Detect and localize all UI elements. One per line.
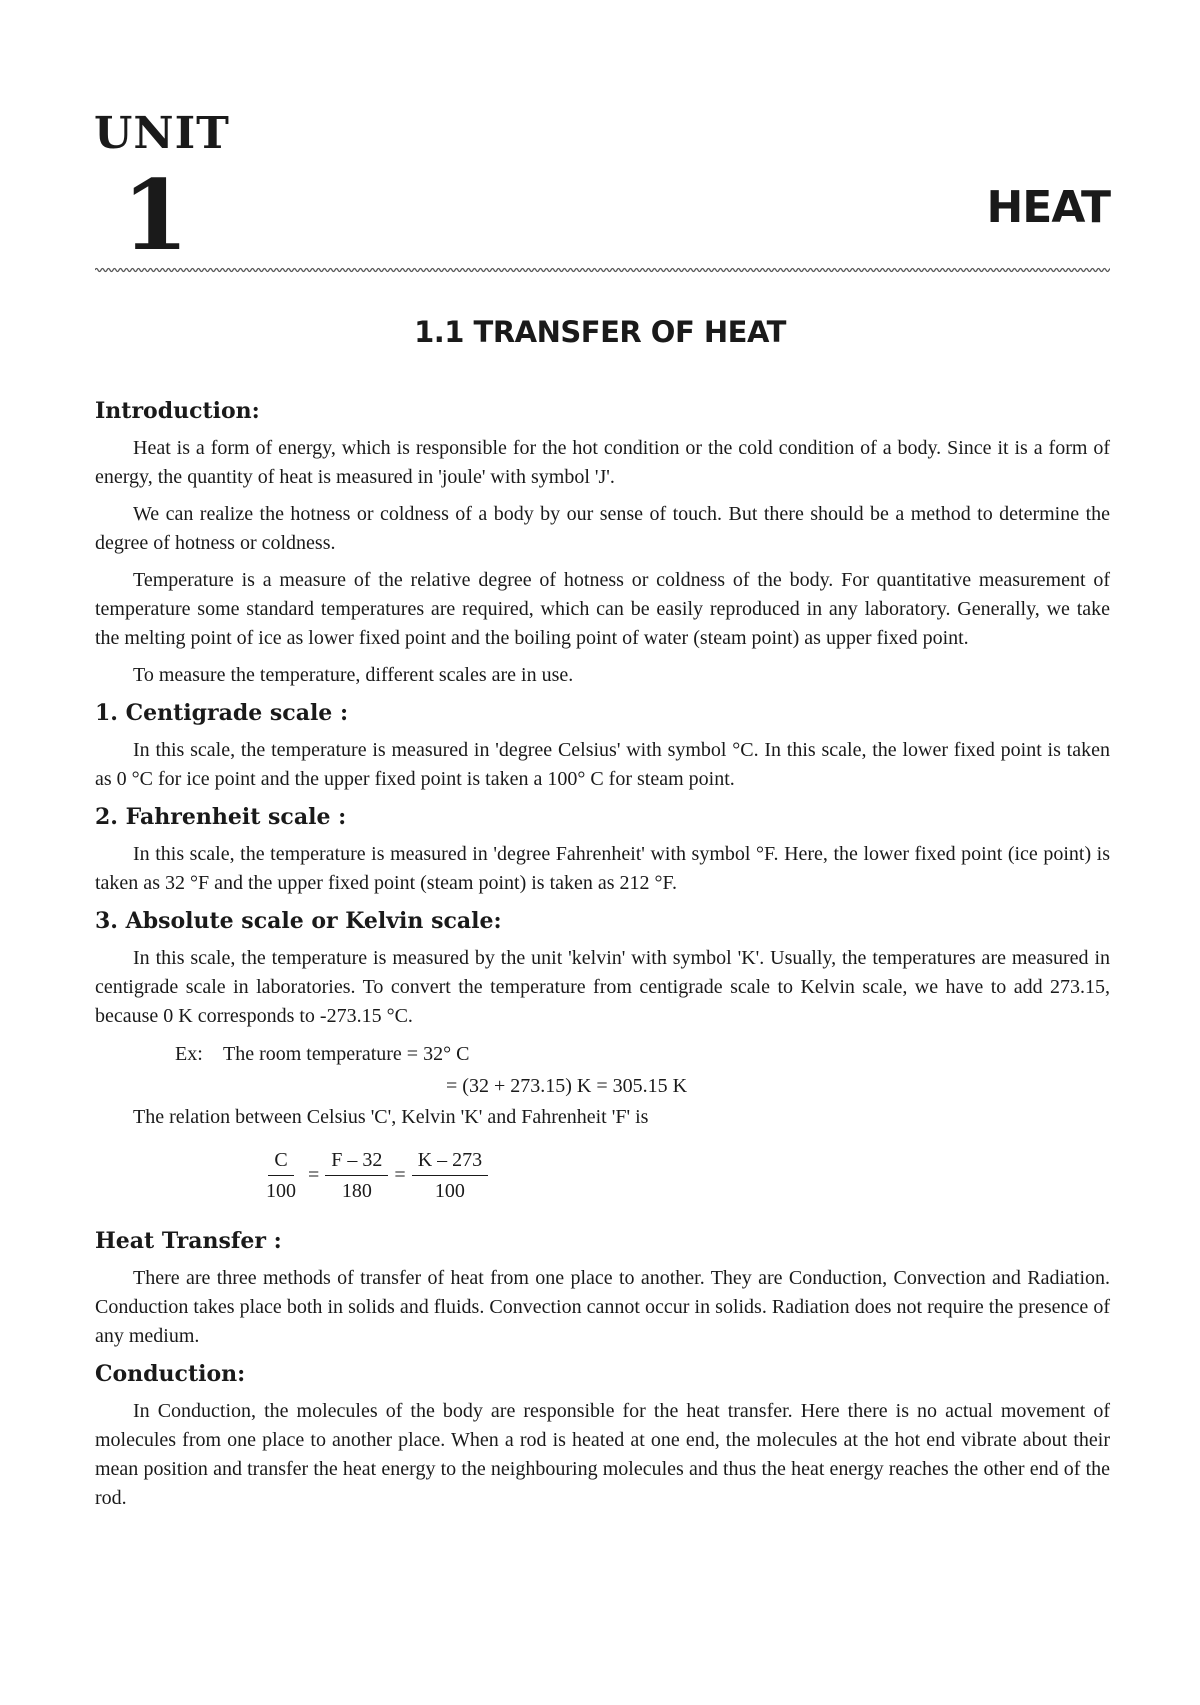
introduction-heading: Introduction:: [95, 398, 260, 424]
example-line-1: The room temperature = 32° C: [223, 1043, 470, 1065]
fahrenheit-heading: 2. Fahrenheit scale :: [95, 804, 347, 830]
example-line-2: = (32 + 273.15) K = 305.15 K: [446, 1075, 688, 1097]
fraction-kelvin: [412, 1145, 488, 1206]
section-title: 1.1 TRANSFER OF HEAT: [414, 315, 786, 349]
unit-label: UNIT: [94, 108, 230, 159]
fraction-celsius: [260, 1145, 302, 1206]
fraction-fahrenheit-denominator: 180: [341, 1179, 372, 1202]
example-block: [95, 1039, 1110, 1103]
intro-paragraph-4: To measure the temperature, different scales are in use.: [133, 664, 574, 686]
fahrenheit-paragraph: In this scale, the temperature is measured in 'degree Fahrenheit' with symbol °F. Here, the lower fixed point (ice point) is taken as 32 °F and the upper fixed point (steam point) is taken as 212 °F.: [95, 843, 1110, 894]
conduction-paragraph: In Conduction, the molecules of the body are responsible for the heat transfer. Here there is no actual movement of molecules from one place to another place. When a rod is heated at one end, the molecules at the hot end vibrate about their mean position and transfer the heat energy to the neighbouring molecules and thus the heat energy reaches the other end of the rod.: [95, 1400, 1110, 1509]
centigrade-paragraph: In this scale, the temperature is measured in 'degree Celsius' with symbol °C. In this scale, the lower fixed point is taken as 0 °C for ice point and the upper fixed point is taken a 100° C for steam point.: [95, 739, 1110, 790]
chapter-title: HEAT: [986, 182, 1110, 233]
fraction-fahrenheit-numerator: F – 32: [325, 1145, 388, 1176]
heat-transfer-paragraph: There are three methods of transfer of heat from one place to another. They are Conduction, Convection and Radiation. Conduction takes place both in solids and fluids. Convection cannot occur in solids. Radiation does not require the presence of any medium.: [95, 1267, 1110, 1347]
conversion-formula: [260, 1140, 1110, 1210]
fraction-celsius-denominator: 100: [266, 1179, 296, 1202]
fraction-kelvin-denominator: 100: [434, 1179, 465, 1202]
kelvin-heading: 3. Absolute scale or Kelvin scale:: [95, 908, 502, 934]
document-body: [95, 398, 1110, 1521]
heat-transfer-heading: Heat Transfer :: [95, 1228, 282, 1254]
intro-paragraph-2: We can realize the hotness or coldness of a body by our sense of touch. But there should be a method to determine the degree of hotness or coldness.: [95, 503, 1110, 554]
equals-sign-1: =: [308, 1163, 320, 1186]
fraction-fahrenheit: [325, 1145, 388, 1206]
fraction-kelvin-numerator: K – 273: [412, 1145, 488, 1176]
intro-paragraph-1: Heat is a form of energy, which is responsible for the hot condition or the cold condition of a body. Since it is a form of energy, the quantity of heat is measured in 'joule' with symbol 'J'.: [95, 437, 1110, 488]
fraction-celsius-numerator: C: [268, 1145, 293, 1176]
relation-text: The relation between Celsius 'C', Kelvin 'K' and Fahrenheit 'F' is: [133, 1106, 649, 1128]
equals-sign-2: =: [394, 1163, 406, 1186]
kelvin-paragraph: In this scale, the temperature is measured by the unit 'kelvin' with symbol 'K'. Usually, the temperatures are measured in centigrade scale in laboratories. To convert the temperature from centigrade scale to Kelvin scale, we have to add 273.15, because 0 K corresponds to -273.15 °C.: [95, 947, 1110, 1027]
wavy-divider: [95, 266, 1110, 274]
example-label: Ex:: [175, 1043, 203, 1065]
centigrade-heading: 1. Centigrade scale :: [95, 700, 349, 726]
unit-number: 1: [122, 159, 189, 272]
intro-paragraph-3: Temperature is a measure of the relative degree of hotness or coldness of the body. For quantitative measurement of temperature some standard temperatures are required, which can be easily reproduced in any laboratory. Generally, we take the melting point of ice as lower fixed point and the boiling point of water (steam point) as upper fixed point.: [95, 569, 1110, 649]
conduction-heading: Conduction:: [95, 1361, 246, 1387]
